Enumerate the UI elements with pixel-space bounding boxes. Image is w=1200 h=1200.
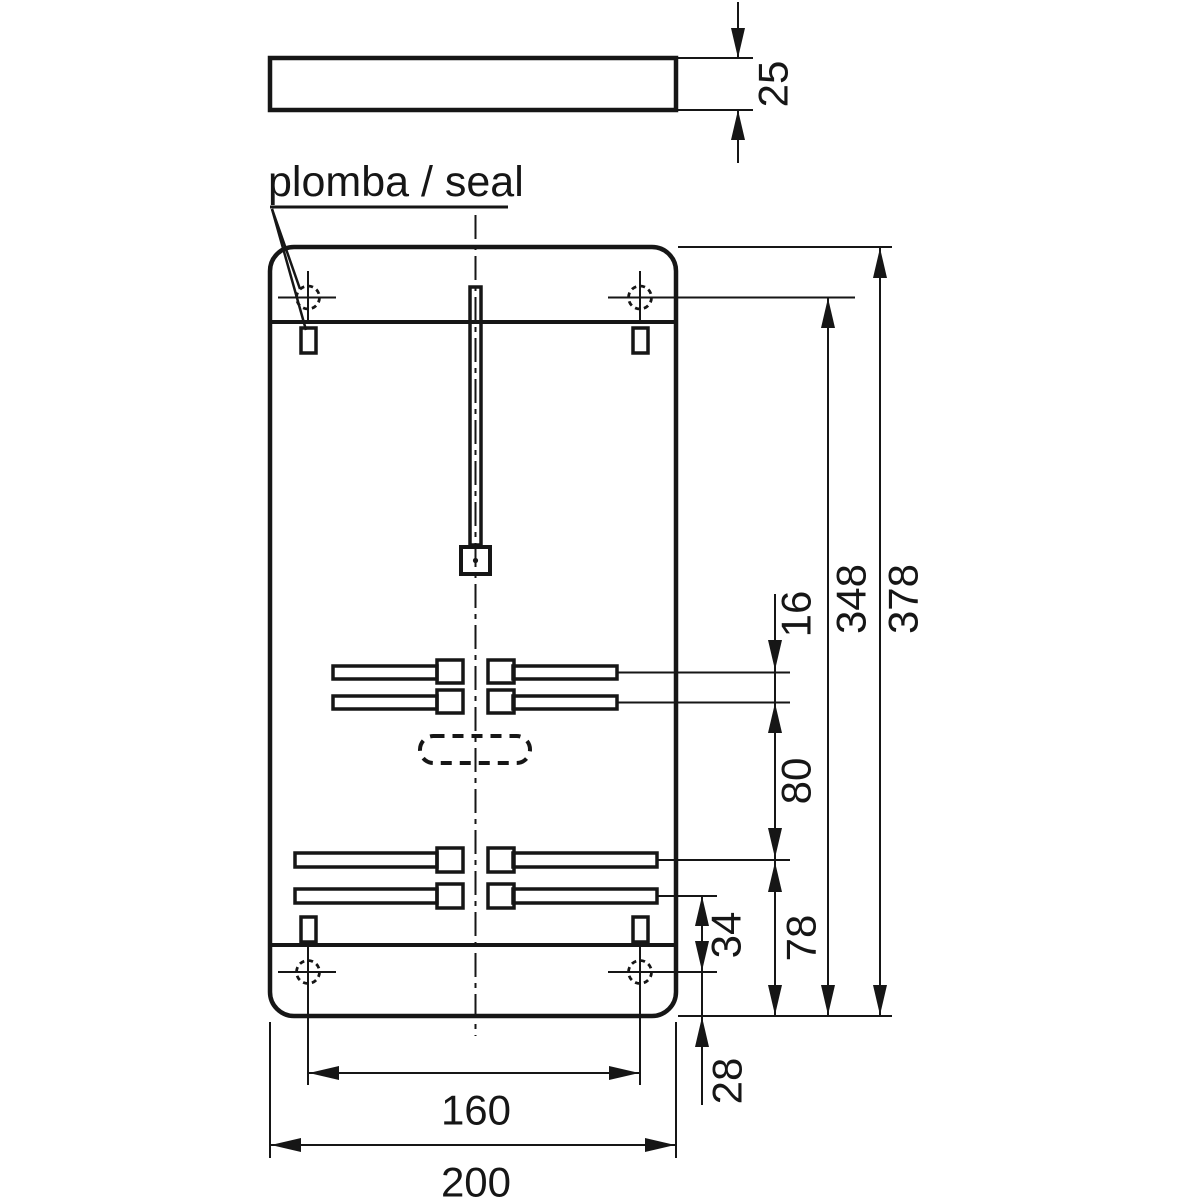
arrowhead-up bbox=[768, 703, 782, 733]
dim-label-348: 348 bbox=[827, 563, 875, 635]
arrowhead-right bbox=[609, 1066, 639, 1080]
terminal-bar bbox=[513, 853, 657, 867]
terminal-bar bbox=[513, 666, 617, 679]
seal-slot bbox=[633, 917, 648, 942]
dim-label-200: 200 bbox=[440, 1158, 512, 1200]
seal-slot bbox=[301, 917, 316, 942]
seal-slot bbox=[301, 328, 316, 353]
terminal-square bbox=[488, 690, 514, 713]
arrowhead-left bbox=[309, 1066, 339, 1080]
side-view bbox=[270, 58, 753, 110]
dim-label-25: 25 bbox=[749, 60, 797, 108]
terminal-square bbox=[488, 660, 514, 683]
arrowhead-down bbox=[768, 985, 782, 1015]
arrowhead-up bbox=[695, 1017, 709, 1047]
dim-label-78: 78 bbox=[777, 914, 825, 962]
arrowhead-up bbox=[873, 248, 887, 278]
terminal-bar bbox=[295, 853, 437, 867]
seal-callout-leader bbox=[270, 207, 508, 330]
arrowhead-down bbox=[873, 985, 887, 1015]
arrowhead-down bbox=[821, 985, 835, 1015]
terminal-square bbox=[437, 848, 463, 872]
arrowhead-down bbox=[731, 28, 745, 58]
terminal-square bbox=[437, 660, 463, 683]
dim-label-34: 34 bbox=[702, 911, 750, 959]
dim-label-80: 80 bbox=[772, 757, 820, 805]
plate-body bbox=[270, 247, 676, 1016]
seal-callout-label: plomba / seal bbox=[268, 158, 524, 206]
arrowhead-down bbox=[768, 640, 782, 670]
arrowhead-up bbox=[731, 110, 745, 140]
side-view-outline bbox=[270, 58, 676, 110]
terminal-bar bbox=[513, 696, 617, 709]
arrowhead-up bbox=[768, 862, 782, 892]
terminal-bar bbox=[295, 889, 437, 903]
dim-label-160: 160 bbox=[440, 1086, 512, 1134]
terminal-square bbox=[437, 884, 463, 908]
dim-label-16: 16 bbox=[772, 590, 820, 638]
plate-outline bbox=[270, 247, 676, 1016]
arrowhead-left bbox=[271, 1138, 301, 1152]
arrowhead-right bbox=[645, 1138, 675, 1152]
leader-line bbox=[272, 209, 306, 330]
seal-slot bbox=[633, 328, 648, 353]
dim-label-28: 28 bbox=[703, 1057, 751, 1105]
terminal-bar bbox=[513, 889, 657, 903]
arrowhead-down bbox=[768, 828, 782, 858]
terminal-bar bbox=[333, 696, 437, 709]
terminal-square bbox=[437, 690, 463, 713]
center-dot bbox=[473, 558, 478, 563]
extension-lines bbox=[270, 247, 892, 1158]
terminal-square bbox=[488, 848, 514, 872]
dim-label-378: 378 bbox=[879, 563, 927, 635]
terminal-bar bbox=[333, 666, 437, 679]
terminal-square bbox=[488, 884, 514, 908]
dimension-thickness bbox=[731, 2, 745, 163]
mounting-holes bbox=[278, 271, 652, 984]
arrowhead-up bbox=[821, 298, 835, 328]
